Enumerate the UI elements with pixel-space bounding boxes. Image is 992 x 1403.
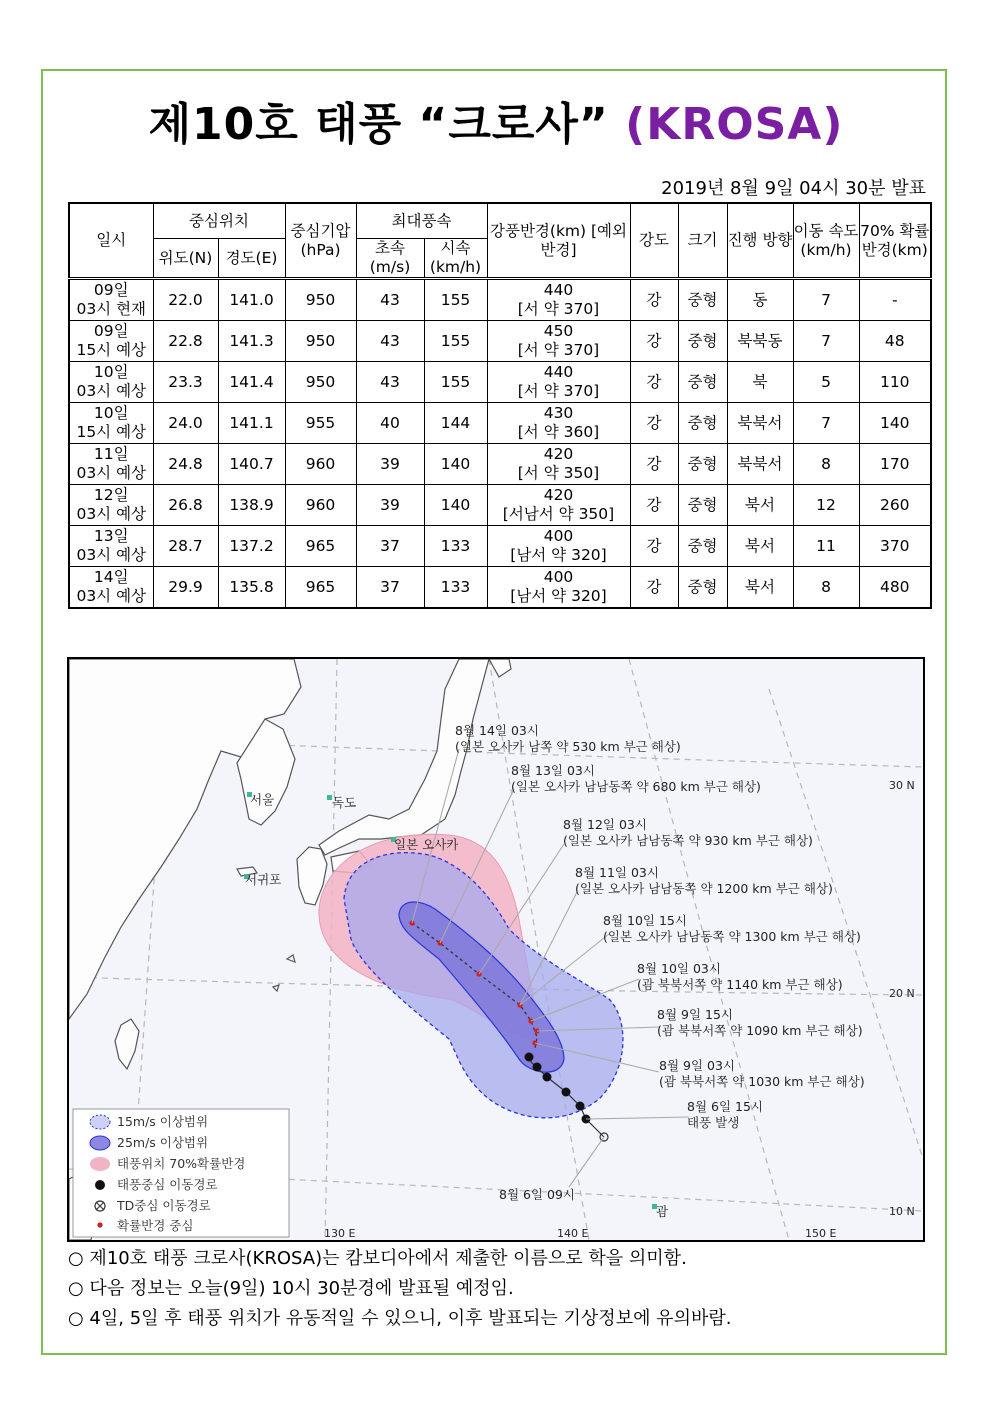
cell-radius-main: 450: [543, 322, 574, 340]
annotation-where: (일본 오사카 남남동쪽 약 1300 km 부근 해상): [603, 929, 861, 944]
header-speed: 이동 속도 (km/h): [793, 203, 859, 279]
lon-label-150: 150 E: [805, 1227, 837, 1240]
cell-lon: 140.7: [218, 444, 285, 485]
cell-dir: 북서: [727, 485, 793, 526]
cell-hour: 15시 예상: [76, 341, 147, 359]
cell-lat: 26.8: [153, 485, 218, 526]
cell-kmh: 155: [424, 279, 487, 321]
cell-radius: [487, 279, 630, 321]
annotation-when: 8월 10일 15시: [603, 913, 687, 928]
cell-spd: 11: [793, 526, 859, 567]
annotation-where: (일본 오사카 남남동쪽 약 1200 km 부근 해상): [575, 881, 833, 896]
header-pressure: 중심기압 (hPa): [285, 203, 356, 279]
map-legend: [73, 1109, 289, 1237]
cell-time: [69, 403, 153, 444]
cell-size: 중형: [678, 485, 727, 526]
cell-lon: 141.0: [218, 279, 285, 321]
header-lat: 위도(N): [153, 239, 218, 279]
place-guam: 괌: [656, 1204, 669, 1219]
issued-time: 2019년 8월 9일 04시 30분 발표: [661, 178, 926, 199]
annotation-where: (일본 오사카 남쪽 약 530 km 부근 해상): [455, 739, 681, 754]
cell-p: 965: [285, 526, 356, 567]
cell-p: 965: [285, 567, 356, 609]
cell-prob: 140: [859, 403, 931, 444]
cell-ms: 39: [356, 444, 424, 485]
header-center: 중심위치: [153, 203, 285, 239]
annotation-when: 8월 11일 03시: [575, 865, 659, 880]
cell-radius: [487, 444, 630, 485]
annotation-where: (일본 오사카 남남동쪽 약 930 km 부근 해상): [563, 833, 813, 848]
cell-radius-exception: [서남서 약 350]: [502, 505, 615, 523]
cell-str: 강: [630, 567, 678, 609]
cell-hour: 03시 예상: [76, 382, 147, 400]
annotation-where: (일본 오사카 남남동쪽 약 680 km 부근 해상): [511, 779, 761, 794]
header-kmh: 시속 (km/h): [424, 239, 487, 279]
cell-prob: 370: [859, 526, 931, 567]
cell-day: 09일: [93, 322, 129, 340]
cell-size: 중형: [678, 362, 727, 403]
cell-lat: 24.0: [153, 403, 218, 444]
cell-radius-main: 400: [543, 568, 574, 586]
cell-dir: 동: [727, 279, 793, 321]
cell-lat: 22.0: [153, 279, 218, 321]
note-3: ○ 4일, 5일 후 태풍 위치가 유동적일 수 있으니, 이후 발표되는 기상정보에 유의바람.: [68, 1308, 732, 1329]
cell-spd: 7: [793, 321, 859, 362]
legend-swatch-25ms: [90, 1136, 110, 1150]
header-radius: 강풍반경(km) [예외반경]: [487, 203, 630, 279]
cell-size: 중형: [678, 279, 727, 321]
cell-lat: 28.7: [153, 526, 218, 567]
cell-dir: 북서: [727, 526, 793, 567]
legend-15ms: 15m/s 이상범위: [117, 1114, 209, 1129]
header-direction: 진행 방향: [727, 203, 793, 279]
cell-hour: 03시 예상: [76, 546, 147, 564]
cell-ms: 37: [356, 526, 424, 567]
cell-radius-exception: [남서 약 320]: [510, 546, 607, 564]
cell-day: 14일: [93, 568, 129, 586]
cell-spd: 7: [793, 279, 859, 321]
lon-label-130: 130 E: [324, 1227, 356, 1240]
cell-kmh: 155: [424, 362, 487, 403]
cell-day: 12일: [93, 486, 129, 504]
cell-day: 10일: [93, 363, 129, 381]
genesis-label: 8월 6일 09시: [499, 1187, 575, 1202]
cell-dir: 북: [727, 362, 793, 403]
annotation-where: 태풍 발생: [687, 1115, 740, 1130]
cell-radius: [487, 485, 630, 526]
cell-radius-main: 420: [543, 486, 574, 504]
note-2: ○ 다음 정보는 오늘(9일) 10시 30분경에 발표될 예정임.: [68, 1278, 514, 1299]
lon-label-140: 140 E: [557, 1227, 589, 1240]
cell-kmh: 133: [424, 526, 487, 567]
cell-time: [69, 321, 153, 362]
cell-radius-main: 430: [543, 404, 574, 422]
cell-dir: 북북서: [727, 444, 793, 485]
cell-radius: [487, 321, 630, 362]
cell-str: 강: [630, 403, 678, 444]
cell-radius-exception: [서 약 370]: [517, 382, 600, 400]
cell-kmh: 140: [424, 485, 487, 526]
cell-radius: [487, 567, 630, 609]
cell-str: 강: [630, 485, 678, 526]
cell-ms: 43: [356, 279, 424, 321]
annotation-when: 8월 14일 03시: [455, 723, 539, 738]
cell-prob: 110: [859, 362, 931, 403]
lat-label-10: 10 N: [889, 1205, 915, 1218]
cell-hour: 15시 예상: [76, 423, 147, 441]
cell-day: 11일: [93, 445, 129, 463]
legend-prob-center: 확률반경 중심: [117, 1218, 194, 1233]
cell-radius-exception: [서 약 360]: [517, 423, 600, 441]
cell-hour: 03시 예상: [76, 587, 147, 605]
title-english-name: (KROSA): [625, 99, 844, 150]
notes: [68, 1244, 731, 1334]
cell-lon: 138.9: [218, 485, 285, 526]
cell-lat: 23.3: [153, 362, 218, 403]
place-seoul: 서울: [250, 792, 275, 807]
cell-str: 강: [630, 362, 678, 403]
cell-lon: 137.2: [218, 526, 285, 567]
cell-time: [69, 444, 153, 485]
cell-kmh: 155: [424, 321, 487, 362]
annotation-where: (괌 북북서쪽 약 1030 km 부근 해상): [659, 1074, 865, 1089]
cell-radius-main: 420: [543, 445, 574, 463]
legend-swatch-15ms: [90, 1115, 110, 1129]
cell-prob: 48: [859, 321, 931, 362]
prob-center-dot-icon: [97, 1222, 102, 1227]
annotation-when: 8월 9일 15시: [657, 1007, 733, 1022]
cell-radius-main: 440: [543, 363, 574, 381]
cell-lon: 141.1: [218, 403, 285, 444]
cell-radius-main: 400: [543, 527, 574, 545]
cell-p: 955: [285, 403, 356, 444]
legend-swatch-prob: [90, 1157, 110, 1171]
cell-size: 중형: [678, 321, 727, 362]
cell-radius-exception: [서 약 370]: [517, 341, 600, 359]
cell-radius: [487, 403, 630, 444]
cell-hour: 03시 현재: [76, 300, 147, 318]
cell-spd: 8: [793, 444, 859, 485]
cell-time: [69, 362, 153, 403]
table-row: [69, 485, 931, 526]
cell-size: 중형: [678, 403, 727, 444]
cell-kmh: 140: [424, 444, 487, 485]
cell-radius: [487, 362, 630, 403]
table-row: [69, 444, 931, 485]
header-lon: 경도(E): [218, 239, 285, 279]
cell-str: 강: [630, 526, 678, 567]
cell-dir: 북북서: [727, 403, 793, 444]
typhoon-symbol-icon: [95, 1180, 105, 1190]
typhoon-track-map: [67, 657, 925, 1242]
cell-time: [69, 526, 153, 567]
cell-day: 09일: [93, 281, 129, 299]
cell-lon: 135.8: [218, 567, 285, 609]
annotation-when: 8월 9일 03시: [659, 1058, 735, 1073]
table-row: [69, 567, 931, 609]
cell-size: 중형: [678, 526, 727, 567]
cell-time: [69, 279, 153, 321]
cell-str: 강: [630, 444, 678, 485]
legend-td-track: TD중심 이동경로: [117, 1198, 211, 1213]
cell-radius-exception: [남서 약 320]: [510, 587, 607, 605]
page-title: [0, 88, 992, 152]
annotation-when: 8월 13일 03시: [511, 763, 595, 778]
header-time: 일시: [69, 203, 153, 279]
cell-size: 중형: [678, 567, 727, 609]
cell-p: 960: [285, 444, 356, 485]
cell-spd: 8: [793, 567, 859, 609]
cell-hour: 03시 예상: [76, 505, 147, 523]
cell-prob: 260: [859, 485, 931, 526]
cell-ms: 39: [356, 485, 424, 526]
forecast-table: [68, 202, 932, 609]
cell-radius-exception: [서 약 350]: [517, 464, 600, 482]
cell-prob: -: [859, 279, 931, 321]
cell-size: 중형: [678, 444, 727, 485]
header-size: 크기: [678, 203, 727, 279]
cell-lon: 141.4: [218, 362, 285, 403]
cell-ms: 43: [356, 321, 424, 362]
header-maxwind: 최대풍속: [356, 203, 487, 239]
annotation-where: (괌 북북서쪽 약 1090 km 부근 해상): [657, 1023, 863, 1038]
annotation-when: 8월 6일 15시: [687, 1099, 763, 1114]
table-row: [69, 403, 931, 444]
place-dokdo: 독도: [332, 795, 357, 810]
legend-prob: 태풍위치 70%확률반경: [117, 1156, 246, 1171]
cell-lat: 29.9: [153, 567, 218, 609]
table-row: [69, 526, 931, 567]
cell-p: 950: [285, 362, 356, 403]
header-prob-radius: 70% 확률 반경(km): [859, 203, 931, 279]
cell-str: 강: [630, 279, 678, 321]
cell-spd: 12: [793, 485, 859, 526]
cell-time: [69, 485, 153, 526]
cell-kmh: 144: [424, 403, 487, 444]
place-osaka: 일본 오사카: [394, 837, 459, 852]
lat-label-30: 30 N: [889, 779, 915, 792]
cell-radius: [487, 526, 630, 567]
cell-p: 960: [285, 485, 356, 526]
legend-25ms: 25m/s 이상범위: [117, 1135, 209, 1150]
cell-day: 10일: [93, 404, 129, 422]
table-row: [69, 279, 931, 321]
title-main: 제10호 태풍 “크로사”: [148, 99, 609, 150]
cell-ms: 37: [356, 567, 424, 609]
note-1: ○ 제10호 태풍 크로사(KROSA)는 캄보디아에서 제출한 이름으로 학을 의미함.: [68, 1248, 687, 1269]
cell-lon: 141.3: [218, 321, 285, 362]
cell-lat: 22.8: [153, 321, 218, 362]
cell-p: 950: [285, 279, 356, 321]
cell-kmh: 133: [424, 567, 487, 609]
cell-dir: 북서: [727, 567, 793, 609]
cell-time: [69, 567, 153, 609]
cell-ms: 43: [356, 362, 424, 403]
cell-p: 950: [285, 321, 356, 362]
table-row: [69, 362, 931, 403]
header-ms: 초속 (m/s): [356, 239, 424, 279]
cell-str: 강: [630, 321, 678, 362]
cell-day: 13일: [93, 527, 129, 545]
cell-hour: 03시 예상: [76, 464, 147, 482]
cell-prob: 480: [859, 567, 931, 609]
cell-radius-main: 440: [543, 281, 574, 299]
annotation-when: 8월 12일 03시: [563, 817, 647, 832]
cell-spd: 7: [793, 403, 859, 444]
cell-dir: 북북동: [727, 321, 793, 362]
place-seogwipo: 서귀포: [245, 872, 282, 887]
table-row: [69, 321, 931, 362]
legend-track: 태풍중심 이동경로: [117, 1177, 218, 1192]
header-strength: 강도: [630, 203, 678, 279]
cell-ms: 40: [356, 403, 424, 444]
cell-spd: 5: [793, 362, 859, 403]
annotation-where: (괌 북북서쪽 약 1140 km 부근 해상): [637, 977, 843, 992]
lat-label-20: 20 N: [889, 987, 915, 1000]
cell-lat: 24.8: [153, 444, 218, 485]
cell-prob: 170: [859, 444, 931, 485]
cell-radius-exception: [서 약 370]: [517, 300, 600, 318]
annotation-when: 8월 10일 03시: [637, 961, 721, 976]
